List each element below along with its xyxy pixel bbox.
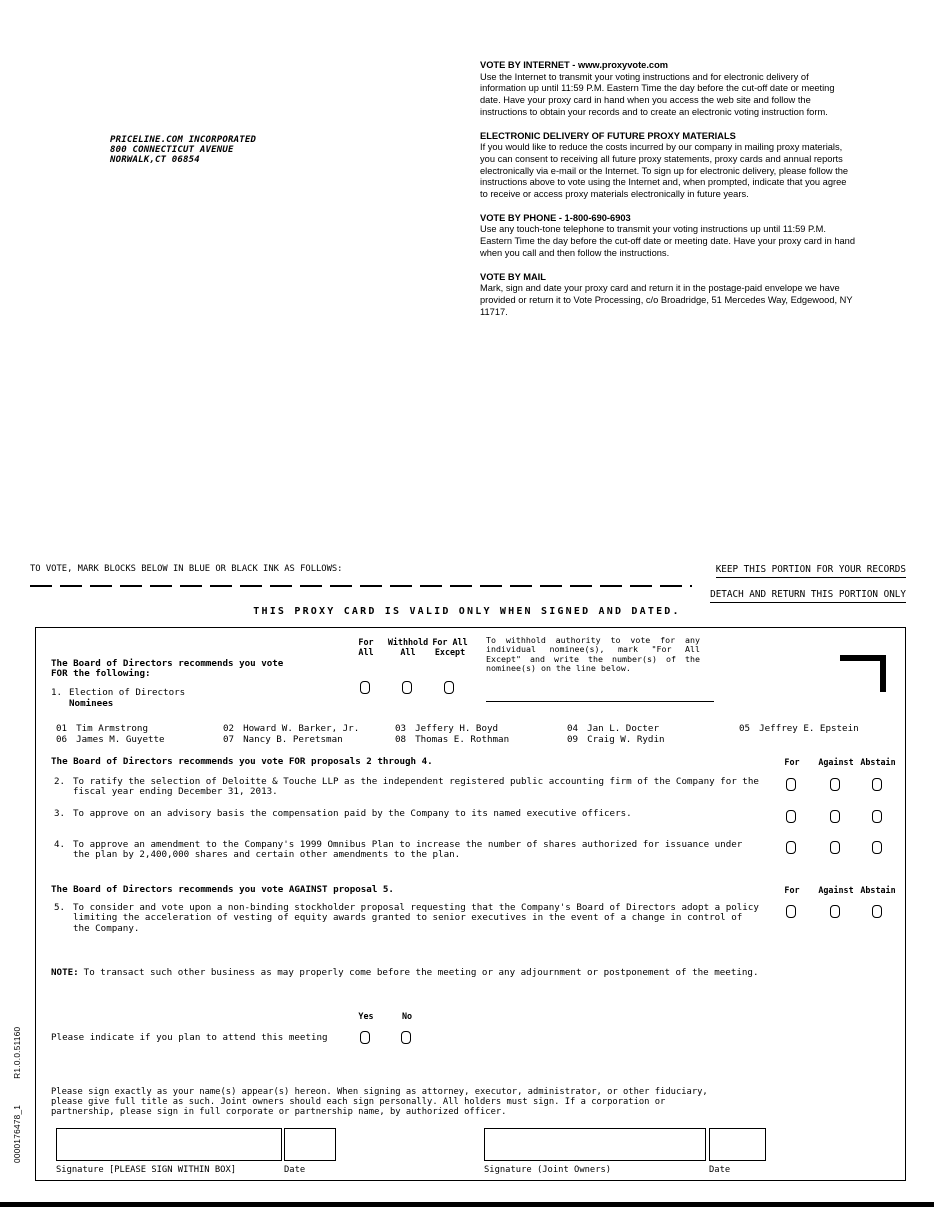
nominee-number: 06	[56, 734, 68, 745]
signature-primary-box[interactable]	[56, 1128, 282, 1161]
attend-no-checkbox[interactable]	[401, 1031, 411, 1044]
item1-subtitle: Nominees	[69, 698, 114, 709]
nominee-number: 09	[567, 734, 579, 745]
nominee-name: Tim Armstrong	[76, 723, 148, 734]
recommend-for-line1: The Board of Directors recommends you vote	[51, 658, 284, 669]
vote-by-mail-body: Mark, sign and date your proxy card and return it in the postage-paid envelope we have provided or return it to Vote Processing, c/o Broadridge, 51 Mercedes Way, Edgewood, NY 11717.	[480, 283, 853, 317]
nominee-item	[395, 724, 498, 734]
proposal-number: 5.	[54, 902, 66, 913]
nominee-item	[223, 724, 359, 734]
keep-portion-note: KEEP THIS PORTION FOR YOUR RECORDS	[716, 564, 906, 578]
signing-instructions: Please sign exactly as your name(s) appear(s) hereon. When signing as attorney, executor, administrator, or other fiduciary, please give full title as such. Joint owners should each sign personally. All holders must sign. If a corporation or partnership, please sign in full corporate or partnership name, by authorized officer.	[51, 1087, 708, 1117]
item1-title: Election of Directors	[69, 687, 186, 698]
nominee-name: Howard W. Barker, Jr.	[243, 723, 360, 734]
proposal-number: 4.	[54, 839, 66, 850]
note-text: To transact such other business as may properly come before the meeting or any adjournment or postponement of the meeting.	[83, 967, 759, 978]
column-header-for-all	[344, 638, 388, 657]
proposal-text: To approve on an advisory basis the compensation paid by the Company to its named executive officers.	[73, 808, 632, 819]
abstain-column-header: Abstain	[860, 885, 896, 895]
election-for-all-checkbox[interactable]	[360, 681, 370, 694]
proposal-5-for-checkbox[interactable]	[786, 905, 796, 918]
election-withhold-all-checkbox[interactable]	[402, 681, 412, 694]
column-header-for-all-except	[428, 638, 472, 657]
no-column-header: No	[401, 1011, 413, 1021]
date-primary-box[interactable]	[284, 1128, 336, 1161]
vote-by-internet-heading: VOTE BY INTERNET - www.proxyvote.com	[480, 60, 669, 70]
company-city: NORWALK,CT 06854	[110, 155, 200, 165]
proposal-text: To ratify the selection of Deloitte & Touche LLP as the independent registered public accounting firm of the Company for the fiscal year ending December 31, 2013.	[73, 776, 759, 798]
nominee-name: Thomas E. Rothman	[415, 734, 510, 745]
proposal-2-against-checkbox[interactable]	[830, 778, 840, 791]
nominee-name: James M. Guyette	[76, 734, 165, 745]
proposal-5-abstain-checkbox[interactable]	[872, 905, 882, 918]
against-column-header: Against	[818, 885, 854, 895]
proposal-5-against-checkbox[interactable]	[830, 905, 840, 918]
proposal-3-for-checkbox[interactable]	[786, 810, 796, 823]
nominee-number: 07	[223, 734, 235, 745]
proposal-number: 3.	[54, 808, 66, 819]
vote-by-phone-heading: VOTE BY PHONE - 1-800-690-6903	[480, 212, 631, 223]
column-header-line: Except	[434, 646, 466, 657]
proposal-3-against-checkbox[interactable]	[830, 810, 840, 823]
company-name: PRICELINE.COM INCORPORATED	[110, 135, 257, 145]
nominee-name: Jan L. Docter	[587, 723, 659, 734]
for-column-header: For	[784, 885, 800, 895]
proposal-4-abstain-checkbox[interactable]	[872, 841, 882, 854]
column-header-line: For	[358, 637, 374, 647]
proposal-number: 2.	[54, 776, 66, 787]
electronic-delivery-body: If you would like to reduce the costs incurred by our company in mailing proxy materials, you can consent to receiving all future proxy statements, proxy cards and annual reports electronically via e-mail or the Internet. To sign up for electronic delivery, please follow the instructions above to vote using the Internet and, when prompted, indicate that you agree to receive or access proxy materials electronically in future years.	[480, 142, 849, 200]
nominee-exception-writein-line[interactable]	[486, 701, 714, 702]
column-header-withhold-all	[386, 638, 430, 657]
vote-by-mail-heading: VOTE BY MAIL	[480, 271, 546, 282]
column-header-line: Withhold	[387, 637, 429, 647]
voting-instructions	[480, 60, 856, 330]
for-column-header: For	[784, 757, 800, 767]
nominee-item	[56, 735, 165, 745]
nominee-item	[739, 724, 859, 734]
nominee-item	[567, 735, 665, 745]
proposal-text: To approve an amendment to the Company's 1999 Omnibus Plan to increase the number of shares authorized for issuance under the plan by 2,400,000 shares and certain other amendments to the plan.	[73, 839, 743, 861]
bottom-edge-bar	[0, 1202, 934, 1207]
nominee-item	[395, 735, 509, 745]
vote-by-phone-body: Use any touch-tone telephone to transmit your voting instructions up until 11:59 P.M. Eastern Time the day before the cut-off date or meeting date. Have your proxy card in hand when you call and then follow the instructions.	[480, 224, 856, 258]
signature-primary-label: Signature [PLEASE SIGN WITHIN BOX]	[56, 1165, 237, 1175]
abstain-column-header: Abstain	[860, 757, 896, 767]
date-joint-label: Date	[709, 1165, 731, 1175]
nominee-item	[223, 735, 343, 745]
corner-alignment-mark	[840, 655, 886, 692]
company-street: 800 CONNECTICUT AVENUE	[110, 145, 234, 155]
nominee-number: 08	[395, 734, 407, 745]
proposal-3-abstain-checkbox[interactable]	[872, 810, 882, 823]
signature-joint-label: Signature (Joint Owners)	[484, 1165, 612, 1175]
election-for-all-except-checkbox[interactable]	[444, 681, 454, 694]
attend-meeting-question: Please indicate if you plan to attend this meeting	[51, 1032, 328, 1043]
other-business-note	[51, 968, 759, 978]
nominee-number: 01	[56, 723, 68, 734]
proposal-text: To consider and vote upon a non-binding stockholder proposal requesting that the Company's Board of Directors adopt a policy limiting the acceleration of vesting of equity awards granted to senior executives in the event of a change in control of the Company.	[73, 902, 759, 934]
withhold-instruction-note: To withhold authority to vote for any individual nominee(s), mark "For All Except" and write the number(s) of the nominee(s) on the line below.	[486, 635, 700, 673]
item1-number: 1.	[51, 687, 63, 698]
detach-portion-note: DETACH AND RETURN THIS PORTION ONLY	[710, 589, 906, 603]
yes-column-header: Yes	[358, 1011, 374, 1021]
nominee-name: Nancy B. Peretsman	[243, 734, 343, 745]
nominee-number: 05	[739, 723, 751, 734]
note-label: NOTE:	[51, 967, 79, 978]
date-primary-label: Date	[284, 1165, 306, 1175]
column-header-line: All	[400, 646, 416, 657]
signature-joint-box[interactable]	[484, 1128, 706, 1161]
revision-code: R1.0.0.51160	[13, 1026, 22, 1079]
nominee-name: Jeffrey E. Epstein	[759, 723, 859, 734]
column-header-line: For All	[432, 637, 468, 647]
nominee-item	[56, 724, 148, 734]
nominee-number: 03	[395, 723, 407, 734]
nominee-number: 02	[223, 723, 235, 734]
company-address	[110, 135, 256, 165]
detach-dashed-line	[30, 585, 692, 587]
proposal-2-abstain-checkbox[interactable]	[872, 778, 882, 791]
control-number: 0000176478_1	[13, 1104, 22, 1163]
nominee-name: Craig W. Rydin	[587, 734, 665, 745]
to-vote-instruction: TO VOTE, MARK BLOCKS BELOW IN BLUE OR BLACK INK AS FOLLOWS:	[30, 564, 343, 574]
recommend-2-4-heading: The Board of Directors recommends you vote FOR proposals 2 through 4.	[51, 756, 433, 767]
recommend-for-line2: FOR the following:	[51, 668, 151, 679]
electronic-delivery-heading: ELECTRONIC DELIVERY OF FUTURE PROXY MATERIALS	[480, 130, 736, 141]
nominee-number: 04	[567, 723, 579, 734]
document-control-code	[13, 1027, 22, 1163]
column-header-line: All	[358, 646, 374, 657]
proxy-card	[35, 627, 906, 1181]
attend-yes-checkbox[interactable]	[360, 1031, 370, 1044]
proposal-4-for-checkbox[interactable]	[786, 841, 796, 854]
nominee-item	[567, 724, 659, 734]
against-column-header: Against	[818, 757, 854, 767]
recommend-5-heading: The Board of Directors recommends you vote AGAINST proposal 5.	[51, 884, 394, 895]
proposal-2-for-checkbox[interactable]	[786, 778, 796, 791]
vote-by-internet-body: Use the Internet to transmit your voting instructions and for electronic delivery of information up until 11:59 P.M. Eastern Time the day before the cut-off date or meeting date. Have your proxy card in hand when you access the web site and follow the instructions to obtain your records and to create an electronic voting instruction form.	[480, 71, 835, 117]
date-joint-box[interactable]	[709, 1128, 766, 1161]
validity-title: THIS PROXY CARD IS VALID ONLY WHEN SIGNED AND DATED.	[253, 606, 681, 617]
proposal-4-against-checkbox[interactable]	[830, 841, 840, 854]
nominee-name: Jeffery H. Boyd	[415, 723, 499, 734]
